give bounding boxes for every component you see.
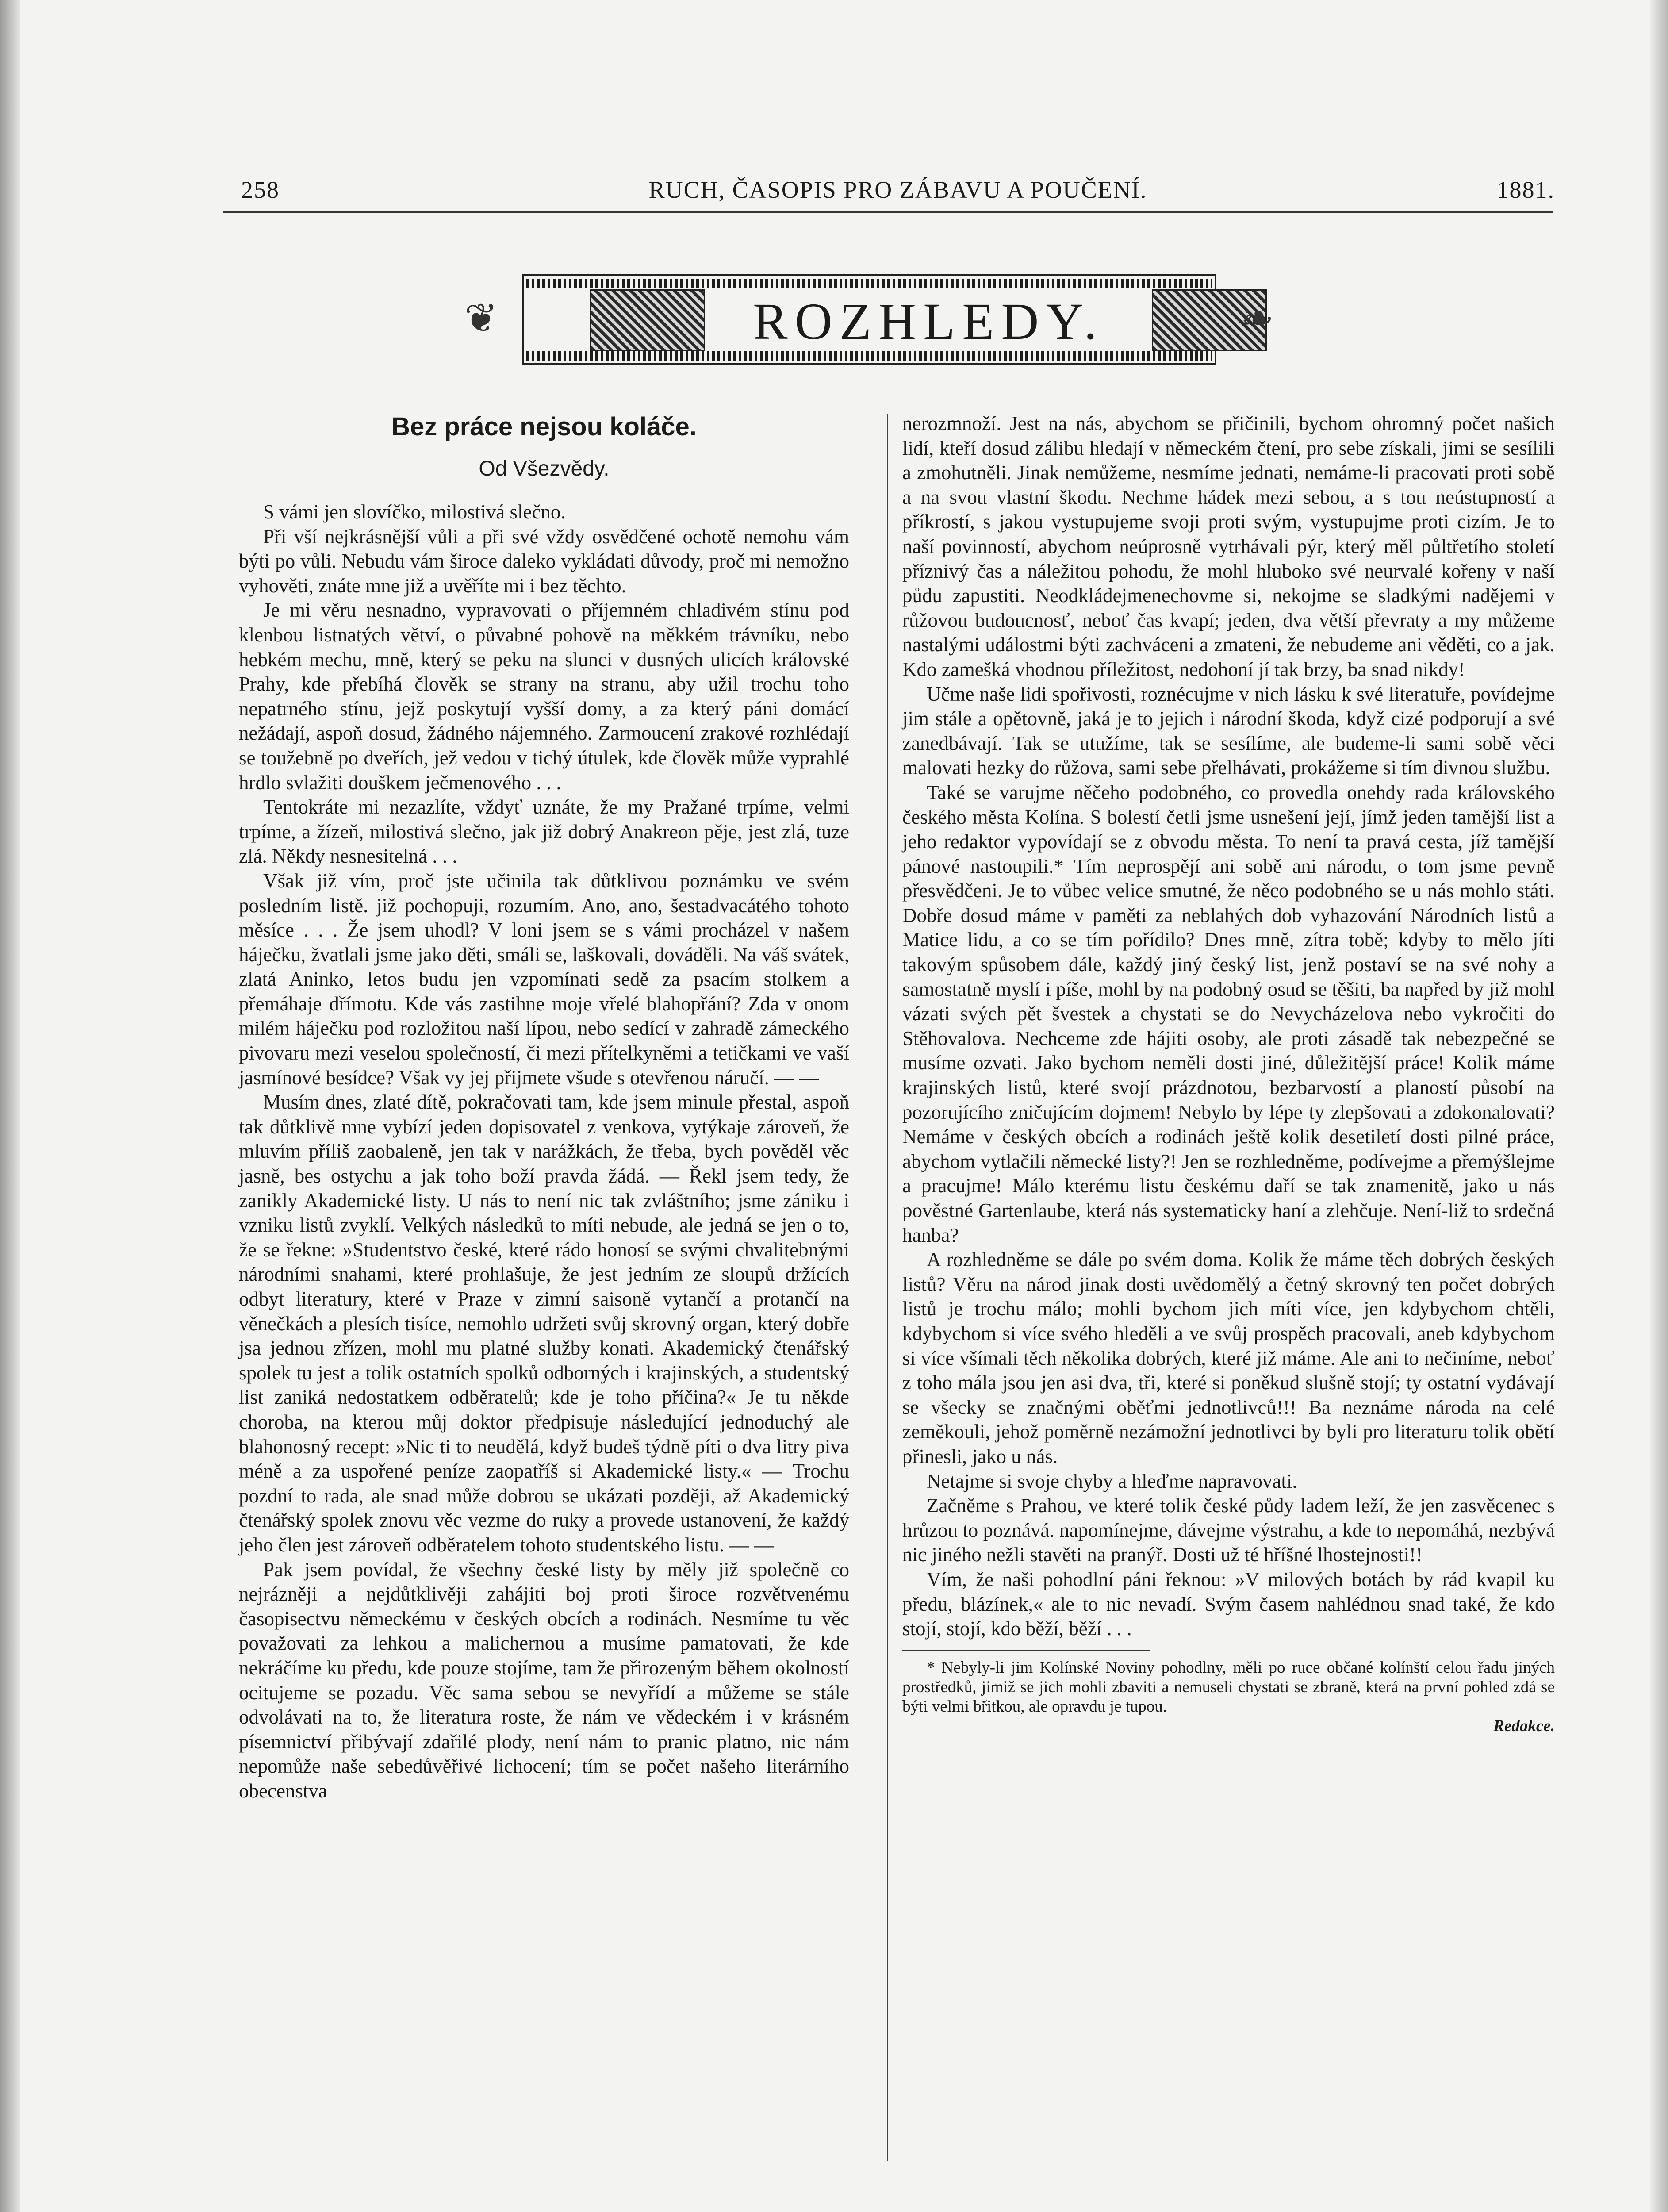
footnote: * Nebyly-li jim Kolínské Noviny pohodlny, měli po ruce občané kolínští celou řadu jiných prostředků, jimiž se jich mohli zbaviti a nemuseli chystati se zbraně, která na první pohled zdá se býti velmi břitkou, ale opravdu je tupou. xyxy=(902,1658,1555,1716)
banner-frame xyxy=(522,274,1216,365)
running-header xyxy=(241,176,1555,207)
footnote-rule xyxy=(902,1650,1150,1651)
flourish-left-icon: ❦ xyxy=(464,295,498,342)
paragraph: A rozhledněme se dále po svém doma. Kolik že máme těch dobrých českých listů? Věru na národ jinak dosti uvědomělý a četný skrovný ten počet dobrých listů je trochu málo; mohli bychom jich míti více, jen kdybychom chtěli, kdybychom si více svého hleděli a ve svůj prospěch pracovali, aneb kdybychom si více všímali těch několika dobrých, které již máme. Ale ani to nečiníme, neboť z toho mála jsou jen asi dva, tři, které si poněkud slušně stojí; ty ostatní vydávají se všecky se značnými oběťmi jednotlivců!!! Ba neznáme národa na celé zeměkouli, jehož poměrně nezámožní jednotlivci by byli pro literaturu tolik obětí přinesli, jako u nás. xyxy=(902,1248,1555,1467)
journal-title: RUCH, ČASOPIS PRO ZÁBAVU A POUČENÍ. xyxy=(648,177,1147,203)
issue-year: 1881. xyxy=(1496,177,1555,203)
cherub-ornament-left-icon xyxy=(590,289,705,351)
paragraph: Vím, že naši pohodlní páni řeknou: »V milových botách by rád kvapil ku předu, blázínek,« ale to nic nevadí. Svým časem nahlédnou snad také, že kdo stojí, stojí, kdo běží, běží . . . xyxy=(902,1568,1555,1640)
paragraph: Učme naše lidi spořivosti, roznécujme v nich lásku k své literatuře, povídejme jim stále a opětovně, jaká je to jejich i národní škoda, když cizé podporují a své zanedbávají. Tak se utužíme, tak se sesílíme, ale budeme-li sami sobě věci malovati hezky do růžova, sami sebe přelhávati, prokážeme si tím divnou službu. xyxy=(902,683,1555,779)
flourish-right-icon: ❧ xyxy=(1240,295,1274,342)
page-number: 258 xyxy=(241,177,280,203)
column-right xyxy=(902,411,1555,1736)
paragraph: Však již vím, proč jste učinila tak důtklivou poznámku ve svém posledním listě. již pochopuji, rozumím. Ano, ano, šestadvacátého tohoto měsíce . . . Že jsem uhodl? V loni jsem se s vámi procházel v našem háječku, žvatlali jsme jako děti, smáli se, laškovali, dováděli. Na váš svátek, zlatá Aninko, letos budu jen vzpomínati sedě za psacím stolkem a přemáhaje dřímotu. Kde vás zastihne moje vřelé blahopřání? Zda v onom milém háječku pod rozložitou naší lípou, nebo sedící v zahradě zámeckého pivovaru mezi veselou společností, či mezi přítelkyněmi a tetičkami ve vaší jasmínové besídce? Však vy jej přijmete všude s otevřenou náručí. — — xyxy=(239,869,849,1089)
paragraph: Pak jsem povídal, že všechny české listy by měly již společně co nejrázněji a nejdůtklivěji zahájiti boj proti široce rozvětvenému časopisectvu německému v českých obcích a rodinách. Nesmíme tu věc považovati za lehkou a malichernou a musíme pamatovati, že kde nekráčíme ku předu, kde pouze stojíme, tam že přirozeným během okolností ocitujeme se pozadu. Věc sama sebou se nevyřídí a můžeme se stále odvolávati na to, že literatura roste, že nám ve vědeckém i v krásném písemnictví přibývají zdařilé plody, není nám to pranic platno, nic nám nepomůže naše sebedůvěřivé lichocení; tím se počet našeho literárního obecenstva xyxy=(239,1558,849,1802)
header-rule xyxy=(223,211,1553,213)
page-edge-right xyxy=(1650,0,1668,2212)
article-title: Bez práce nejsou koláče. xyxy=(391,412,697,441)
paragraph: Musím dnes, zlaté dítě, pokračovati tam, kde jsem minule přestal, aspoň tak důtklivě mne vybízí jeden dopisovatel z venkova, vytýkaje zároveň, že mluvím příliš zaobaleně, jen tak v narážkách, že třeba, bych pověděl věc jasně, bes ostychu a jak toho boží pravda žádá. — Řekl jsem tedy, že zanikly Akademické listy. U nás to není nic tak zvláštního; jsme zániku i vzniku listů zvyklí. Velkých následků to míti nebude, ale jedná se jen o to, že se řekne: »Studentstvo české, které rádo honosí se svými chvalitebnými národními snahami, které prohlašuje, že jest jedním ze sloupů držících odbyt literatury, které v Praze v zimní saisoně vytančí a protančí na věnečkách a plesích tisíce, nemohlo udržeti svůj skrovný organ, který dobře jsa jednou zřízen, mohl mu platné služby konati. Akademický čtenářský spolek tu jest a tolik ostatních spolků odborných i krajinských, a studentský list zaniká nedostatkem odběratelů; kde je toho příčina?« Je tu někde choroba, na kterou můj doktor předpisuje následující jednoduchý ale blahonosný recept: »Nic ti to neudělá, když budeš týdně píti o dva litry piva méně a za uspořené peníze zaopatříš si Akademické listy.« — Trochu pozdní to rada, ale snad může dobrou se ukázati později, až Akademický čtenářský spolek znovu věc vezme do ruky a provede ustanovení, že každý jeho člen jest zároveň odběratelem tohoto studentského listu. — — xyxy=(239,1091,849,1556)
article-byline: Od Všezvědy. xyxy=(479,457,610,480)
section-banner xyxy=(464,274,1274,365)
paragraph: S vámi jen slovíčko, milostivá slečno. xyxy=(263,501,566,523)
paragraph: Také se varujme něčeho podobného, co provedla onehdy rada královského českého města Kolína. S bolestí četli jsme usnešení její, jímž jeden tamější list a jeho redaktor vypovídají se z obvodu města. To není ta pravá cesta, jíž tamější pánové nastoupili.* Tím neprospějí ani sobě ani národu, o tom jsme pevně přesvědčeni. Je to vůbec velice smutné, že něco podobného se u nás mohlo státi. Dobře dosud máme v paměti za neblahých dob vyhazování Národních listů a Matice lidu, a co se tím pořídilo? Dnes mně, zítra tobě; kdyby to mělo jíti takovým spůsobem dále, každý jiný český list, jenž postaví se na své nohy a samostatně myslí i píše, mohl by na podobný osud se těšiti, ba napřed by již mohl vázati svých pět švestek a chystati se do Nevycházelova nebo vykročiti do Stěhovalova. Nechceme zde hájiti osoby, ale proti zásadě tak nebezpečné se musíme ozvati. Jako bychom neměli dosti jiné, důležitější práce! Kolik máme krajinských listů, které svojí prázdnotou, bezbarvostí a plaností působí na pozorujícího zničujícím dojmem! Nebylo by lépe ty zlepšovati a zdokonalovati? Nemáme v českých obcích a rodinách ještě kolik desetiletí dosti pilné práce, abychom vytlačili německé listy?! Jen se rozhledněme, podívejme a přemýšlejme a pracujme! Málo kterému listu českému daří se tak znamenitě, jako u nás pověstné Gartenlaube, která nás systematicky haní a zlehčuje. Není-liž to srdečná hanba? xyxy=(902,781,1555,1246)
paragraph: Netajme si svoje chyby a hleďme napravovati. xyxy=(927,1470,1297,1492)
footnote-signature: Redakce. xyxy=(1493,1717,1555,1735)
paragraph: Začněme s Prahou, ve které tolik české půdy ladem leží, že jen zasvěcenec s hrůzou to poznává. napomínejme, dávejme výstrahu, a kde to nepomáhá, nezbývá nic jiného nežli stavěti na pranýř. Dosti už té hříšné lhostejnosti!! xyxy=(902,1494,1555,1566)
paragraph: Tentokráte mi nezazlíte, vždyť uznáte, že my Pražané trpíme, velmi trpíme, a žízeň, milostivá slečno, jak již dobrý Anakreon pěje, jest zlá, tuze zlá. Někdy nesnesitelná . . . xyxy=(239,796,849,868)
paragraph: Je mi věru nesnadno, vypravovati o příjemném chladivém stínu pod klenbou listnatých větví, o půvabné pohově na měkkém trávníku, nebo hebkém mechu, mně, který se peku na slunci v dusných ulicích královské Prahy, kde přebíhá člověk se strany na stranu, aby užil trochu toho nepatrného stínu, jejž poskytují vyšší domy, a za který páni domácí nežádají, aspoň dosud, žádného nájemného. Zarmoucení zrakové rozhlédají se toužebně po dveřích, jež vedou v tichý útulek, kde člověk může vyprahlé hrdlo svlažiti douškem ječmenového . . . xyxy=(239,599,849,794)
page-edge-left xyxy=(0,0,20,2212)
paragraph: nerozmnoží. Jest na nás, abychom se přičinili, bychom ohromný počet našich lidí, kteří dosud zálibu hledají v německém čtení, pro sebe získali, jimi se sesílili a zmohutněli. Jinak nemůžeme, nesmíme jednati, nemáme-li pracovati proti sobě a na svou vlastní škodu. Nechme hádek mezi sebou, a s tou neústupností a příkrostí, s jakou vystupujeme svoji proti svým, vystupujme proti cizím. Je to naší povinností, abychom neúprosně vytrhávali pýr, který měl půltřetího století příznivý čas a náležitou pohodu, že mohl hluboko své neurvalé kořeny v naší půdu zapustiti. Neodkládejmenechovme si, nekojme se sladkými nadějemi v růžovou budoucnosť, neboť čas kvapí; jeden, dva větší převraty a my můžeme nastalými událostmi býti zachváceni a zmateni, že nebudeme ani věděti, co a jak. Kdo zamešká vhodnou příležitost, nedohoní jí tak brzy, ba snad nikdy! xyxy=(902,412,1555,680)
paragraph: Při vší nejkrásnější vůli a při své vždy osvědčené ochotě nemohu vám býti po vůli. Nebudu vám široce daleko vykládati důvody, proč mi nemožno vyhověti, znáte mne již a uvěříte mi i bez těchto. xyxy=(239,525,849,597)
section-title: ROZHLEDY. xyxy=(752,292,1104,350)
column-divider xyxy=(887,414,888,2161)
column-left xyxy=(239,411,849,1803)
